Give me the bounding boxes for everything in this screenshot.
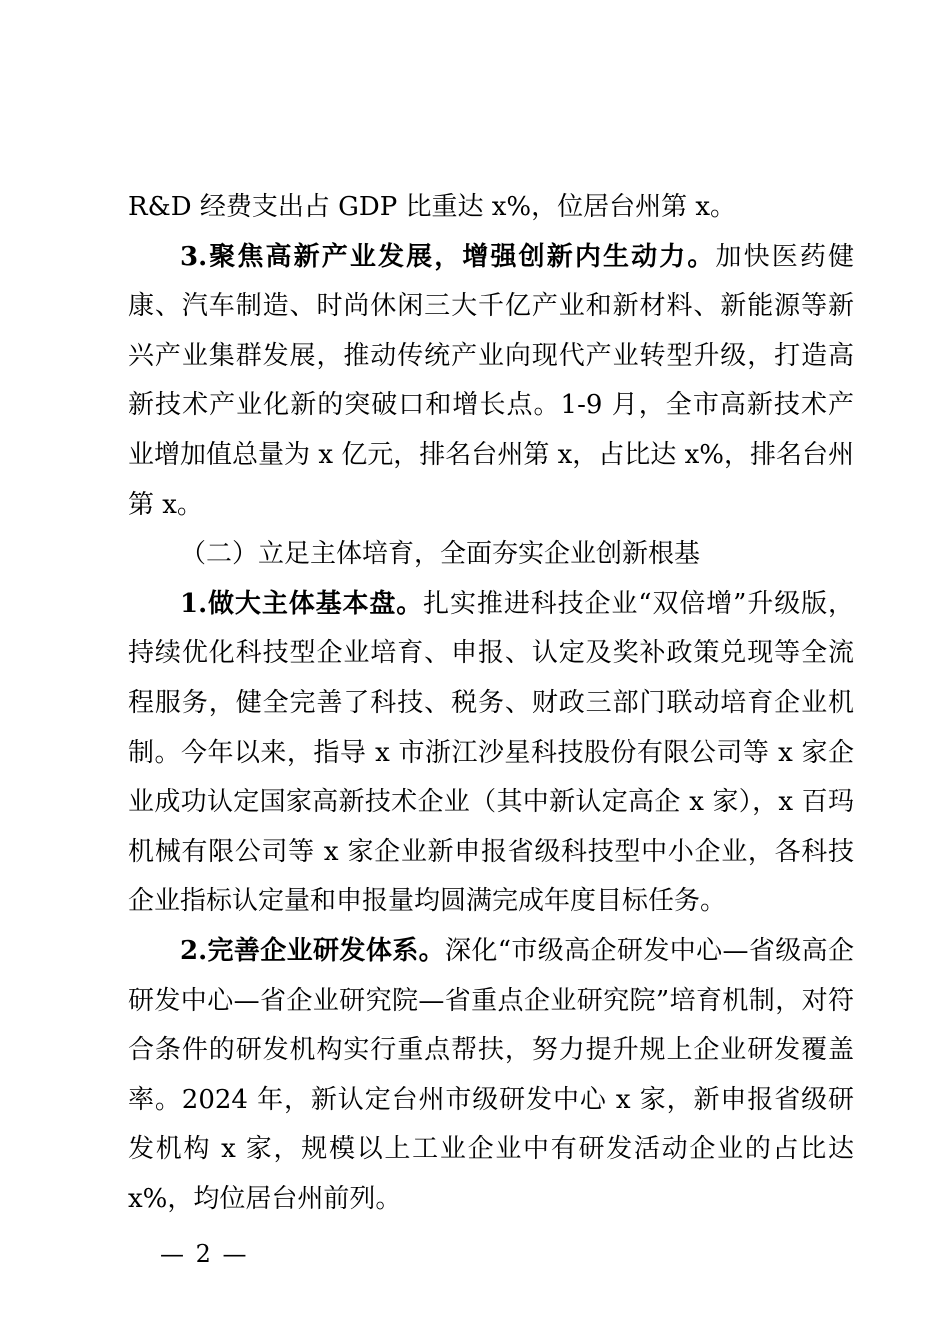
paragraph-text: 加快医药健康、汽车制造、时尚休闲三大千亿产业和新材料、新能源等新兴产业集群发展，推动传统产业向现代产业转型升级，打造高新技术产业化新的突破口和增长点。1-9 月，全市高新技术产业增加值总量为 x 亿元，排名台州第 x，占比达 x%，排名台州第 x。 xyxy=(128,241,854,520)
paragraph-lead: 2.完善企业研发体系。 xyxy=(180,935,445,966)
paragraph-lead: 3.聚焦高新产业发展，增强创新内生动力。 xyxy=(180,241,716,272)
paragraph-text: R&D 经费支出占 GDP 比重达 x%，位居台州第 x。 xyxy=(128,192,737,222)
paragraph-2 xyxy=(128,233,854,531)
paragraph-text: 深化“市级高企研发中心—省级高企研发中心—省企业研究院—省重点企业研究院”培育机制，对符合条件的研发机构实行重点帮扶，努力提升规上企业研发覆盖率。2024 年，新认定台州市级研发中心 x 家，新申报省级研发机构 x 家，规模以上工业企业中有研发活动企业的占比达 x%，均位居台州前列。 xyxy=(128,935,854,1214)
paragraph-4 xyxy=(128,927,854,1225)
paragraph-1 xyxy=(128,183,854,233)
paragraph-lead: 1.做大主体基本盘。 xyxy=(180,588,424,619)
paragraph-text: 扎实推进科技企业“双倍增”升级版，持续优化科技型企业培育、申报、认定及奖补政策兑现等全流程服务，健全完善了科技、税务、财政三部门联动培育企业机制。今年以来，指导 x 市浙江沙星科技股份有限公司等 x 家企业成功认定国家高新技术企业（其中新认定高企 x 家），x 百玛机械有限公司等 x 家企业新申报省级科技型中小企业，各科技企业指标认定量和申报量均圆满完成年度目标任务。 xyxy=(128,588,854,917)
heading-text: （二）立足主体培育，全面夯实企业创新根基 xyxy=(180,539,701,570)
paragraph-3 xyxy=(128,580,854,927)
document-body xyxy=(128,183,854,1224)
section-heading xyxy=(128,530,854,580)
page-number: — 2 — xyxy=(160,1240,249,1268)
